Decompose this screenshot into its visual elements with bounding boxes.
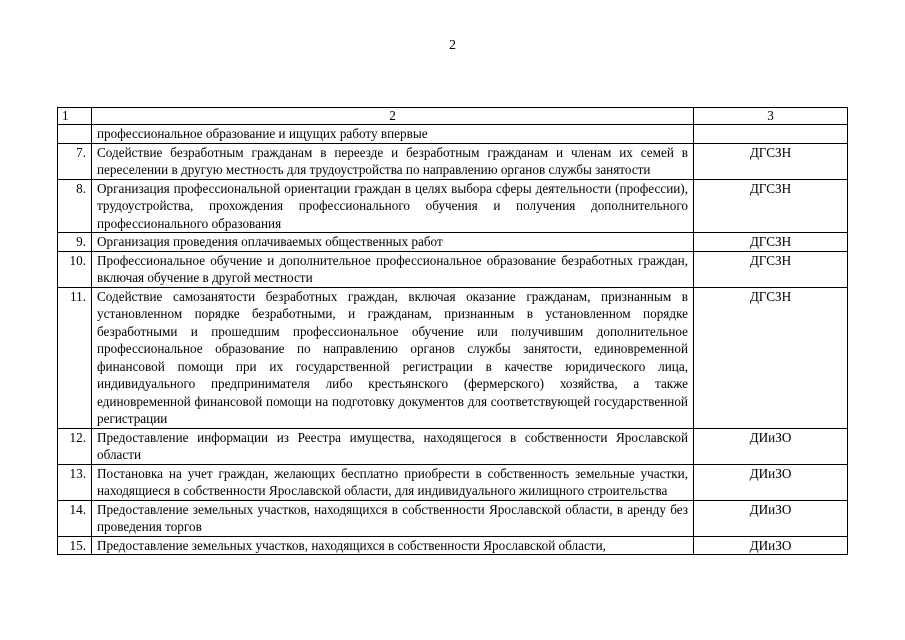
service-name: профессиональное образование и ищущих работу впервые — [92, 125, 694, 144]
service-name: Предоставление информации из Реестра имущества, находящегося в собственности Ярославской области — [92, 428, 694, 464]
row-number: 7. — [58, 143, 92, 179]
table-header-row — [58, 108, 848, 125]
service-name: Содействие безработным гражданам в переезде и безработным гражданам и членам их семей в переселении в другую местность для трудоустройства по направлению органов службы занятости — [92, 143, 694, 179]
row-number: 10. — [58, 251, 92, 287]
responsible-department: ДИиЗО — [694, 428, 848, 464]
header-col-2: 2 — [92, 108, 694, 125]
responsible-department: ДИиЗО — [694, 500, 848, 536]
responsible-department: ДИиЗО — [694, 464, 848, 500]
row-number: 13. — [58, 464, 92, 500]
service-name: Предоставление земельных участков, находящихся в собственности Ярославской области, в аренду без проведения торгов — [92, 500, 694, 536]
service-name: Предоставление земельных участков, находящихся в собственности Ярославской области, — [92, 536, 694, 555]
row-number: 8. — [58, 179, 92, 233]
table-row — [58, 287, 848, 428]
header-col-3: 3 — [694, 108, 848, 125]
row-number: 11. — [58, 287, 92, 428]
table-row — [58, 428, 848, 464]
responsible-department: ДГСЗН — [694, 251, 848, 287]
page-number: 2 — [449, 38, 456, 53]
row-number: 12. — [58, 428, 92, 464]
services-table — [57, 107, 848, 555]
responsible-department: ДИиЗО — [694, 536, 848, 555]
table-row — [58, 179, 848, 233]
responsible-department: ДГСЗН — [694, 179, 848, 233]
table-row — [58, 125, 848, 144]
service-name: Постановка на учет граждан, желающих бесплатно приобрести в собственность земельные участки, находящиеся в собственности Ярославской области, для индивидуального жилищного строительства — [92, 464, 694, 500]
row-number: 9. — [58, 233, 92, 252]
responsible-department: ДГСЗН — [694, 233, 848, 252]
service-name: Профессиональное обучение и дополнительное профессиональное образование безработных граждан, включая обучение в другой местности — [92, 251, 694, 287]
table-row — [58, 233, 848, 252]
table-row — [58, 536, 848, 555]
row-number — [58, 125, 92, 144]
service-name: Организация профессиональной ориентации граждан в целях выбора сферы деятельности (профессии), трудоустройства, прохождения профессионального обучения и получения дополнительного профессионального образования — [92, 179, 694, 233]
table-row — [58, 500, 848, 536]
table-row — [58, 464, 848, 500]
table-row — [58, 251, 848, 287]
header-col-1: 1 — [58, 108, 92, 125]
responsible-department: ДГСЗН — [694, 287, 848, 428]
responsible-department — [694, 125, 848, 144]
service-name: Организация проведения оплачиваемых общественных работ — [92, 233, 694, 252]
row-number: 14. — [58, 500, 92, 536]
row-number: 15. — [58, 536, 92, 555]
table-row — [58, 143, 848, 179]
responsible-department: ДГСЗН — [694, 143, 848, 179]
service-name: Содействие самозанятости безработных граждан, включая оказание гражданам, признанным в установленном порядке безработными, и гражданам, признанным в установленном порядке безработными и прошедшим профессиональное обучение или получившим дополнительное профессиональное образование по направлению органов службы занятости, единовременной финансовой помощи при их государственной регистрации в качестве юридического лица, индивидуального предпринимателя либо крестьянского (фермерского) хозяйства, а также единовременной финансовой помощи на подготовку документов для соответствующей государственной регистрации — [92, 287, 694, 428]
